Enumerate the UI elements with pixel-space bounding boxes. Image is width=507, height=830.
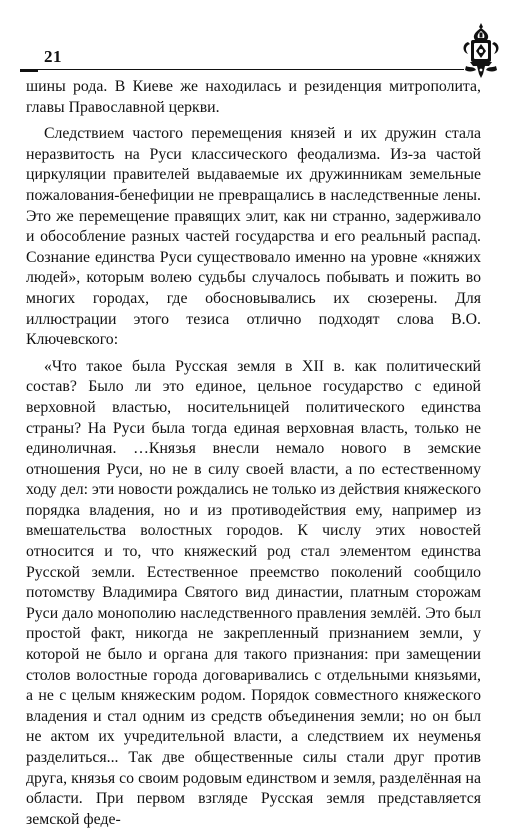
header-rule: [20, 69, 464, 70]
body-text: [26, 77, 481, 830]
page-header: [20, 22, 490, 72]
page-number: 21: [44, 47, 62, 66]
paragraph-feudalism: Следствием частого перемещения князей и их дружин стала неразвитость на Руси классического феодализма. Из-за частой циркуляции правителей выдаваемые их дружинникам земельные пожалования-бенефиции не превращались в наследственные лены. Это же перемещение правящих элит, как ни странно, задерживало и обособление разных частей государства и его реальный распад. Сознание единства Руси существовало именно на уровне «княжих людей», которым волею судьбы случалось побывать и пожить во многих городах, где обосновывались их сюзерены. Для иллюстрации этого тезиса отлично подходят слова В.О. Ключевского:: [26, 125, 481, 349]
paragraph-klyuchevsky-quote: «Что такое была Русская земля в XII в. как политический состав? Было ли это единое, цельное государство с единой верховной властью, носительницей политического единства страны? На Руси была тогда единая верховная власть, только не единоличная. …Князья внесли немало нового в земские отношения Руси, но не в силу своей власти, а по естественному ходу дел: эти новости рождались не только из действия княжеского порядка владения, но и из противодействия ему, например из вмешательства волостных городов. К числу этих новостей относится и то, что княжеский род стал элементом единства Русской земли. Естественное преемство поколений сообщило потомству Владимира Святого вид династии, платным сторожам Руси дало монополию наследственного правления землёй. Это был простой факт, никогда не закрепленный признанием земли, у которой не было и органа для такого признания: при замещении столов волостные города договаривались с отдельными князьями, а не с целым княжеским родом. Порядок совместного княжеского владения и стал одним из средств объединения земли; но он был не актом их учредительной власти, а следствием их неуменья разделиться... Так две общественные силы стали друг против друга, князья со своим родовым единством и земля, разделённая на области. При первом взгляде Русская земля представляется земской феде-: [26, 357, 481, 828]
decorative-emblem-icon: [460, 22, 502, 80]
paragraph-continuation: шины рода. В Киеве же находилась и резиденция митрополита, главы Православной церкви.: [26, 78, 481, 116]
